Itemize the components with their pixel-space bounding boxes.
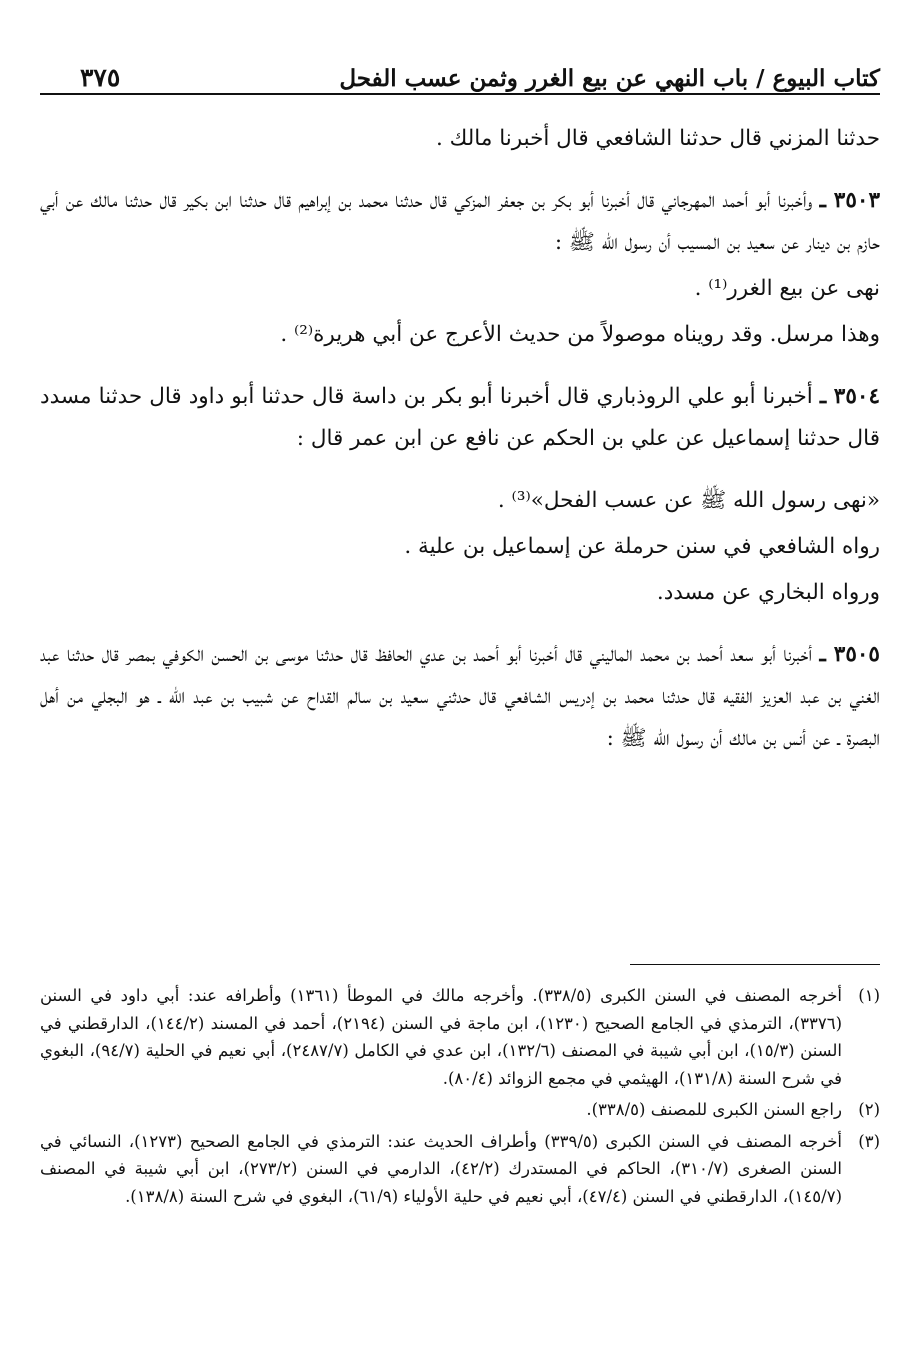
page-number: ٣٧٥	[80, 63, 121, 92]
hadith-3504-comment-2: ورواه البخاري عن مسدد.	[656, 580, 880, 605]
isnad-text: أخبرنا أبو علي الروذباري قال أخبرنا أبو بكر بن داسة قال حدثنا أبو داود قال حدثنا مسدد قال حدثنا إسماعيل عن علي بن الحكم عن نافع عن ابن عمر قال :	[40, 384, 880, 451]
footnotes	[40, 982, 880, 1214]
header-rule	[40, 93, 880, 95]
hadith-3504-isnad	[40, 376, 880, 460]
intro-line: حدثنا المزني قال حدثنا الشافعي قال أخبرنا مالك .	[435, 126, 880, 151]
footnote-1	[40, 982, 880, 1092]
footnote-3	[40, 1128, 880, 1211]
hadith-3503-matn: نهى عن بيع الغرر⁽¹⁾ .	[694, 276, 880, 301]
hadith-3504-comment-1: رواه الشافعي في سنن حرملة عن إسماعيل بن علية .	[404, 534, 880, 559]
document-page	[40, 0, 880, 1357]
footnote-marker: (٣)	[858, 1131, 880, 1151]
footnote-marker: (٢)	[858, 1100, 880, 1119]
footnote-text: راجع السنن الكبرى للمصنف (٣٣٨/٥).	[586, 1100, 842, 1119]
isnad-text: أخبرنا أبو سعد أحمد بن محمد الماليني قال أخبرنا أبو أحمد بن عدي الحافظ قال حدثنا موسى بن الحسن الكوفي بمصر قال حدثنا عبد الغني بن عبد العزيز الفقيه قال حدثنا محمد بن إدريس الشافعي قال حدثني سعيد بن سالم القداح عن شبيب بن عبد الله ـ هو البجلي من أهل البصرة ـ عن أنس بن مالك أن رسول الله ﷺ :	[40, 642, 880, 751]
isnad-text: وأخبرنا أبو أحمد المهرجاني قال أخبرنا أبو بكر بن جعفر المزكي قال حدثنا محمد بن إبراهيم قال حدثنا ابن بكير قال حدثنا مالك عن أبي حازم بن دينار عن سعيد بن المسيب أن رسول الله ﷺ :	[40, 188, 880, 255]
main-text	[40, 118, 880, 760]
hadith-number: ٣٥٠٣ ـ	[819, 188, 880, 213]
footnote-marker: (١)	[858, 986, 880, 1005]
hadith-3505-isnad	[40, 634, 880, 760]
running-header	[40, 52, 880, 92]
footnote-text: أخرجه المصنف في السنن الكبرى (٣٣٩/٥) وأطراف الحديث عند: الترمذي في الجامع الصحيح (١٢٧٣)، النسائي في السنن الصغرى (٣١٠/٧)، الحاكم في المستدرك (٤٢/٢)، الدارمي في السنن (٢٧٣/٢)، ابن أبي شيبة في المصنف (١٤٥/٧)، الدارقطني في السنن (٤٧/٤)، أبي نعيم في حلية الأولياء (٦١/٩)، البغوي في شرح السنة (١٣٨/٨).	[40, 1131, 842, 1206]
hadith-3503-isnad	[40, 180, 880, 264]
hadith-3503-comment: وهذا مرسل. وقد رويناه موصولاً من حديث الأعرج عن أبي هريرة⁽²⁾ .	[280, 322, 880, 347]
footnote-rule	[630, 964, 880, 965]
hadith-3504-matn: «نهى رسول الله ﷺ عن عسب الفحل»⁽³⁾ .	[497, 488, 880, 513]
hadith-number: ٣٥٠٤ ـ	[819, 384, 880, 409]
footnote-2	[40, 1096, 880, 1124]
footnote-text: أخرجه المصنف في السنن الكبرى (٣٣٨/٥). وأخرجه مالك في الموطأ (١٣٦١) وأطرافه عند: أبي داود في السنن (٣٣٧٦)، الترمذي في الجامع الصحيح (١٢٣٠)، ابن ماجة في السنن (٢١٩٤)، أحمد في المسند (١٤٤/٢)، الدارقطني في السنن (١٥/٣)، ابن أبي شيبة في المصنف (١٣٢/٦)، ابن عدي في الكامل (٢٤٨٧/٧)، أبي نعيم في الحلية (٩٤/٧)، البغوي في شرح السنة (١٣١/٨)، الهيثمي في مجمع الزوائد (٨٠/٤).	[40, 986, 843, 1088]
hadith-number: ٣٥٠٥ ـ	[819, 642, 880, 667]
running-title: كتاب البيوع / باب النهي عن بيع الغرر وثمن عسب الفحل	[339, 65, 880, 92]
